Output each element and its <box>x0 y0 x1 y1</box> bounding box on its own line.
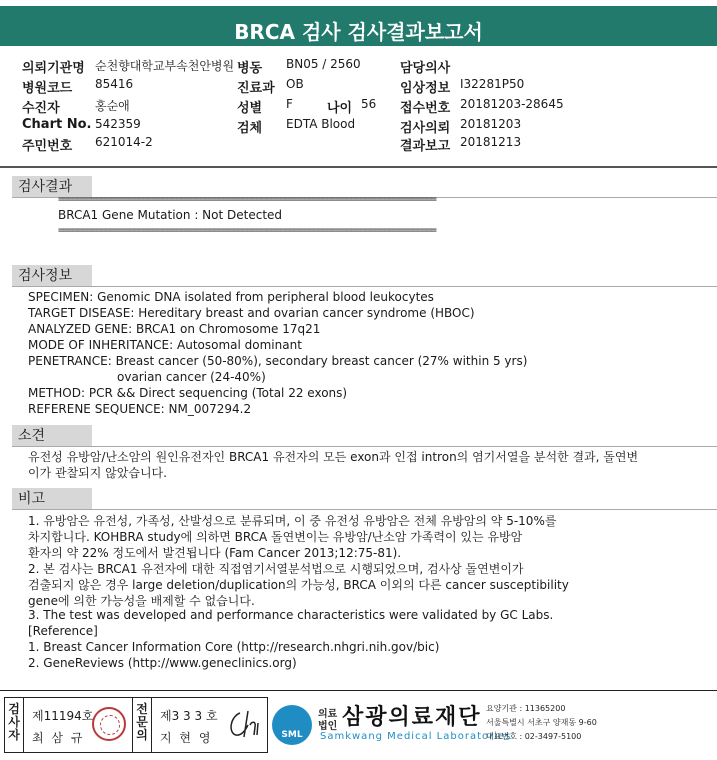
value-receipt-no: 20181203-28645 <box>460 97 564 111</box>
remarks-line: gene에 의한 가능성을 배제할 수 없습니다. <box>28 594 255 608</box>
address: 서울특별시 서초구 양재동 9-60 <box>486 718 597 727</box>
info-line: MODE OF INHERITANCE: Autosomal dominant <box>28 338 302 352</box>
value-resident-no: 621014-2 <box>95 135 153 149</box>
label-sex: 성별 <box>237 101 263 116</box>
label-hospital-code: 병원코드 <box>22 81 73 96</box>
report-footer <box>0 690 717 760</box>
info-line: TARGET DISEASE: Hereditary breast and ovarian cancer syndrome (HBOC) <box>28 306 475 320</box>
finding-line: 이가 관찰되지 않았습니다. <box>28 466 167 480</box>
result-divider-bottom: ================================================================================ <box>58 225 436 236</box>
specialist-label: 전문의 <box>136 702 148 742</box>
value-specimen: EDTA Blood <box>286 117 356 131</box>
info-section-title: 검사정보 <box>12 265 92 287</box>
value-sex: F <box>286 97 293 111</box>
result-divider-top: ================================================================================ <box>58 194 436 205</box>
tester-name: 최 삼 규 <box>32 731 85 745</box>
phone: 대표번호 : 02-3497-5100 <box>486 732 582 741</box>
brand-prefix-bottom: 법인 <box>318 721 338 732</box>
tester-license-no: 제11194호 <box>32 709 94 723</box>
brand-name: 삼광의료재단 <box>342 705 482 730</box>
value-department: OB <box>286 77 304 91</box>
value-age: 56 <box>361 97 377 111</box>
remarks-section-title: 비고 <box>12 488 92 510</box>
info-section-rule <box>12 286 717 287</box>
label-receipt-no: 접수번호 <box>400 101 451 116</box>
remarks-line: 2. GeneReviews (http://www.geneclinics.org) <box>28 656 297 670</box>
label-clinical-info: 임상정보 <box>400 81 451 96</box>
remarks-line: 2. 본 검사는 BRCA1 유전자에 대한 직접염기서열분석법으로 시행되었으며, 검사상 돌연변이가 <box>28 562 524 576</box>
value-ward: BN05 / 2560 <box>286 57 361 71</box>
label-specimen: 검체 <box>237 121 263 136</box>
patient-info-header <box>0 50 717 168</box>
remarks-line: 검출되지 않은 경우 large deletion/duplication의 가능성, BRCA 이외의 다른 cancer susceptibility <box>28 578 569 592</box>
institution-code: 요양기관 : 11365200 <box>486 704 566 713</box>
info-line: REFERENE SEQUENCE: NM_007294.2 <box>28 402 252 416</box>
label-chart-no: Chart No. <box>22 117 92 132</box>
remarks-section-rule <box>12 509 717 510</box>
info-line: METHOD: PCR && Direct sequencing (Total 22 exons) <box>28 386 348 400</box>
label-patient: 수진자 <box>22 101 60 116</box>
brand-prefix-top: 의료 <box>318 709 338 720</box>
info-line: ovarian cancer (24-40%) <box>117 370 266 384</box>
specialist-license-no: 제3 3 3 호 <box>160 709 218 723</box>
label-institution: 의뢰기관명 <box>22 61 85 76</box>
remarks-line: 3. The test was developed and performance characteristics were validated by GC Labs. <box>28 608 554 622</box>
remarks-line: 1. 유방암은 유전성, 가족성, 산발성으로 분류되며, 이 중 유전성 유방암은 전체 유방암의 약 5-10%를 <box>28 514 557 528</box>
finding-section-title: 소견 <box>12 425 92 447</box>
label-doctor: 담당의사 <box>400 61 451 76</box>
label-ward: 병동 <box>237 61 263 76</box>
label-department: 진료과 <box>237 81 275 96</box>
sml-logo-text: SML <box>281 730 303 740</box>
remarks-line: 차지합니다. KOHBRA study에 의하면 BRCA 돌연변이는 유방암/난소암 가족력이 있는 유방암 <box>28 530 523 544</box>
tester-seal-icon <box>92 707 126 741</box>
label-request-date: 검사의뢰 <box>400 121 451 136</box>
sml-logo-icon <box>272 705 312 745</box>
value-hospital-code: 85416 <box>95 77 134 91</box>
result-text: BRCA1 Gene Mutation : Not Detected <box>58 208 283 222</box>
info-line: PENETRANCE: Breast cancer (50-80%), secondary breast cancer (27% within 5 yrs) <box>28 354 528 368</box>
report-title: BRCA 검사 검사결과보고서 <box>0 0 717 46</box>
remarks-line: 환자의 약 22% 정도에서 발견됩니다 (Fam Cancer 2013;12:75-81). <box>28 546 402 560</box>
info-line: SPECIMEN: Genomic DNA isolated from peripheral blood leukocytes <box>28 290 434 304</box>
remarks-line: [Reference] <box>28 624 98 638</box>
tester-label: 검사자 <box>8 702 20 742</box>
result-section-title: 검사결과 <box>12 176 92 198</box>
specialist-name: 지 현 영 <box>160 731 213 745</box>
finding-section-rule <box>12 446 717 447</box>
signature-icon <box>222 703 264 743</box>
label-resident-no: 주민번호 <box>22 139 73 154</box>
brand-english: Samkwang Medical Laboratories <box>320 731 512 742</box>
finding-line: 유전성 유방암/난소암의 원인유전자인 BRCA1 유전자의 모든 exon과 인접 intron의 염기서열을 분석한 결과, 돌연변 <box>28 450 639 464</box>
label-age: 나이 <box>327 101 353 116</box>
label-report-date: 결과보고 <box>400 139 451 154</box>
value-patient: 홍순애 <box>95 99 130 113</box>
value-request-date: 20181203 <box>460 117 522 131</box>
value-institution: 순천향대학교부속천안병원 <box>95 59 235 73</box>
info-line: ANALYZED GENE: BRCA1 on Chromosome 17q21 <box>28 322 321 336</box>
value-clinical-info: I32281P50 <box>460 77 525 91</box>
value-report-date: 20181213 <box>460 135 522 149</box>
value-chart-no: 542359 <box>95 117 141 131</box>
remarks-line: 1. Breast Cancer Information Core (http://research.nhgri.nih.gov/bic) <box>28 640 440 654</box>
